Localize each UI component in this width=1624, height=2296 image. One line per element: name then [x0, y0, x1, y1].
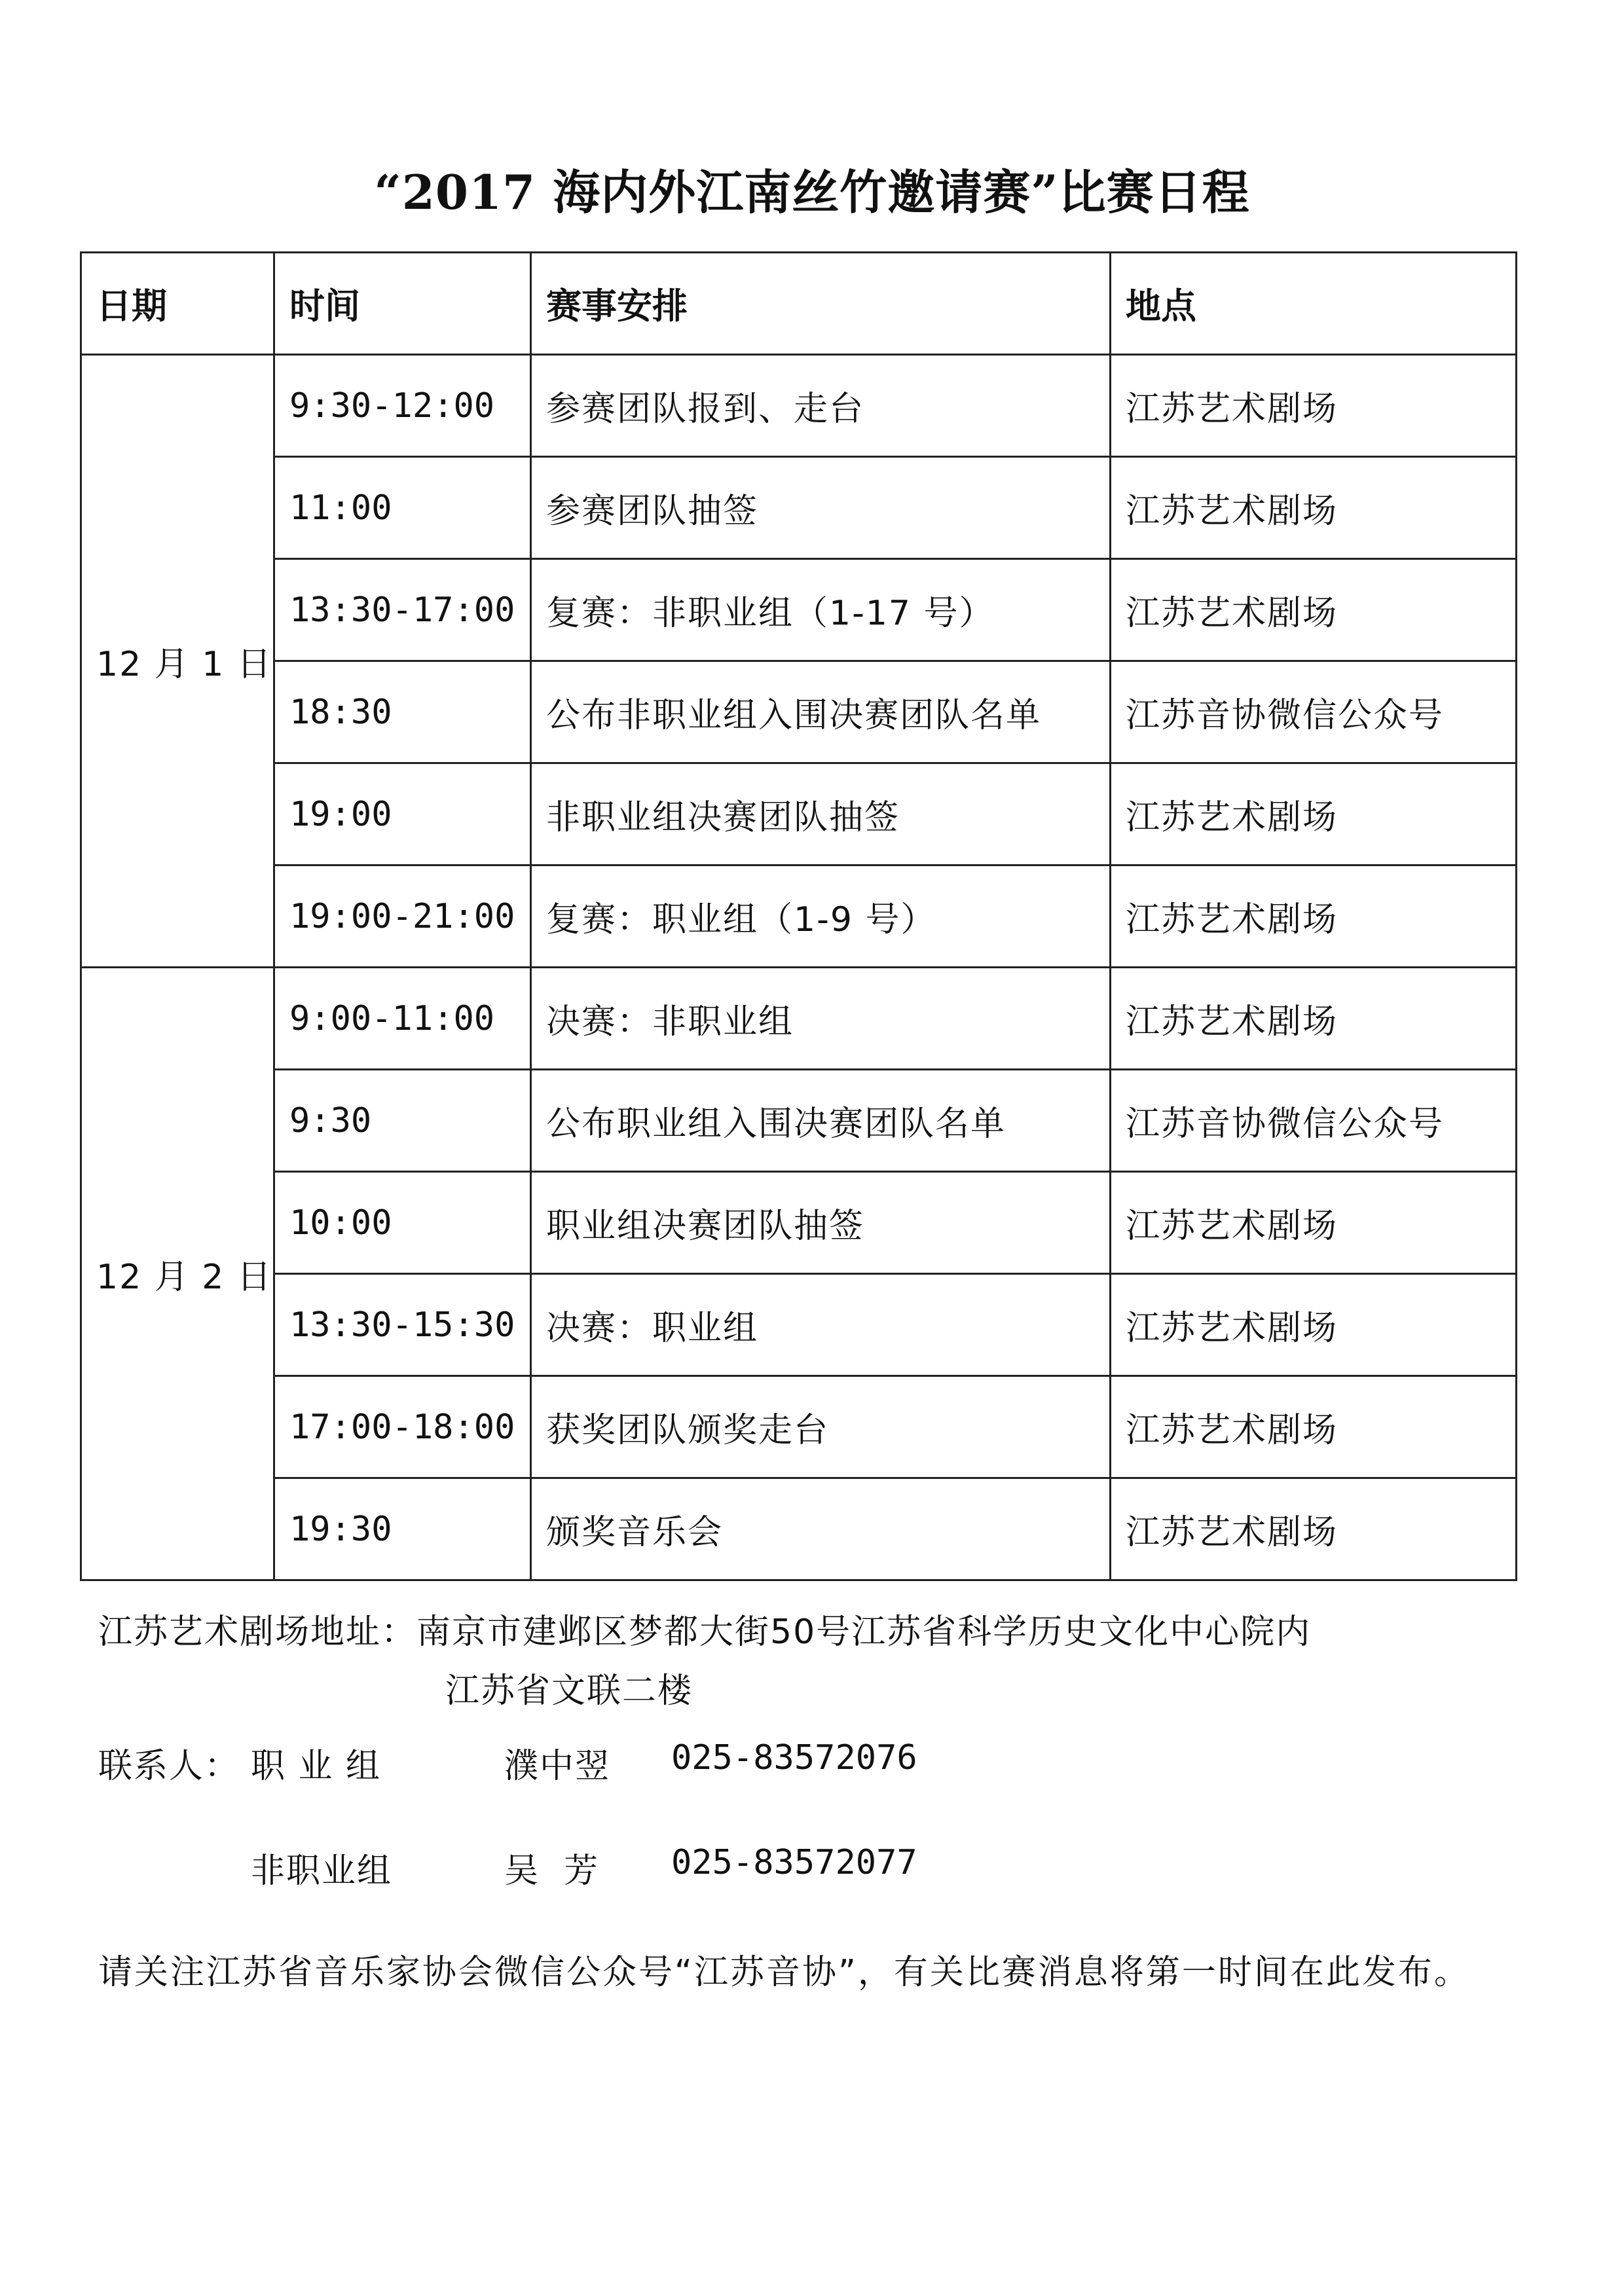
event-cell: 复赛：非职业组（1-17 号） [531, 559, 1111, 661]
header-venue: 地点 [1111, 253, 1517, 355]
table-row [81, 1274, 1517, 1376]
time-cell: 13:30-17:00 [274, 559, 531, 661]
table-row [81, 559, 1517, 661]
contact-name: 濮中翌 [504, 1747, 611, 1786]
date-cell: 12 月 2 日 [81, 968, 274, 1580]
time-cell: 10:00 [274, 1172, 531, 1274]
table-row [81, 763, 1517, 866]
time-cell: 9:30 [274, 1070, 531, 1172]
time-cell: 19:00-21:00 [274, 866, 531, 968]
address-line-1 [98, 1604, 1311, 1653]
event-cell: 颁奖音乐会 [531, 1478, 1111, 1580]
event-cell: 复赛：职业组（1-9 号） [531, 866, 1111, 968]
venue-cell: 江苏艺术剧场 [1111, 1376, 1517, 1478]
venue-cell: 江苏艺术剧场 [1111, 1478, 1517, 1580]
venue-cell: 江苏艺术剧场 [1111, 968, 1517, 1070]
table-row [81, 1070, 1517, 1172]
event-cell: 参赛团队抽签 [531, 457, 1111, 559]
header-date: 日期 [81, 253, 274, 355]
table-row [81, 1478, 1517, 1580]
table-row [81, 866, 1517, 968]
venue-cell: 江苏艺术剧场 [1111, 1172, 1517, 1274]
contacts-label: 联系人： [98, 1747, 240, 1786]
table-row [81, 1172, 1517, 1274]
time-cell: 9:30-12:00 [274, 355, 531, 457]
venue-cell: 江苏艺术剧场 [1111, 1274, 1517, 1376]
contact-group: 职 业 组 [251, 1747, 382, 1786]
contact-name: 吴 芳 [504, 1851, 600, 1891]
event-cell: 公布职业组入围决赛团队名单 [531, 1070, 1111, 1172]
notice-paragraph: 请关注江苏省音乐家协会微信公众号“江苏音协”，有关比赛消息将第一时间在此发布。 [98, 1953, 1470, 1992]
time-cell: 11:00 [274, 457, 531, 559]
venue-cell: 江苏音协微信公众号 [1111, 1070, 1517, 1172]
schedule-table [80, 251, 1517, 1581]
event-cell: 参赛团队报到、走台 [531, 355, 1111, 457]
venue-cell: 江苏艺术剧场 [1111, 763, 1517, 866]
contact-row-1 [98, 1738, 1539, 1784]
venue-cell: 江苏音协微信公众号 [1111, 661, 1517, 763]
contact-phone: 025-83572076 [671, 1738, 917, 1777]
table-row [81, 1376, 1517, 1478]
venue-cell: 江苏艺术剧场 [1111, 457, 1517, 559]
event-cell: 决赛：职业组 [531, 1274, 1111, 1376]
address-text: 南京市建邺区梦都大街50号江苏省科学历史文化中心院内 [416, 1613, 1312, 1652]
header-time: 时间 [274, 253, 531, 355]
table-row [81, 355, 1517, 457]
time-cell: 19:30 [274, 1478, 531, 1580]
date-cell: 12 月 1 日 [81, 355, 274, 968]
contact-row-2 [98, 1843, 1539, 1889]
table-row [81, 661, 1517, 763]
time-cell: 18:30 [274, 661, 531, 763]
table-header-row [81, 253, 1517, 355]
contact-group: 非职业组 [251, 1851, 393, 1891]
event-cell: 公布非职业组入围决赛团队名单 [531, 661, 1111, 763]
time-cell: 17:00-18:00 [274, 1376, 531, 1478]
table-row [81, 457, 1517, 559]
venue-cell: 江苏艺术剧场 [1111, 355, 1517, 457]
table-row [81, 968, 1517, 1070]
address-line-2: 江苏省文联二楼 [445, 1671, 693, 1711]
address-label: 江苏艺术剧场地址： [98, 1613, 417, 1652]
venue-cell: 江苏艺术剧场 [1111, 866, 1517, 968]
page-title: “2017 海内外江南丝竹邀请赛”比赛日程 [374, 164, 1250, 220]
event-cell: 获奖团队颁奖走台 [531, 1376, 1111, 1478]
time-cell: 19:00 [274, 763, 531, 866]
header-event: 赛事安排 [531, 253, 1111, 355]
event-cell: 职业组决赛团队抽签 [531, 1172, 1111, 1274]
event-cell: 决赛：非职业组 [531, 968, 1111, 1070]
venue-cell: 江苏艺术剧场 [1111, 559, 1517, 661]
event-cell: 非职业组决赛团队抽签 [531, 763, 1111, 866]
time-cell: 9:00-11:00 [274, 968, 531, 1070]
contact-phone: 025-83572077 [671, 1843, 917, 1882]
time-cell: 13:30-15:30 [274, 1274, 531, 1376]
